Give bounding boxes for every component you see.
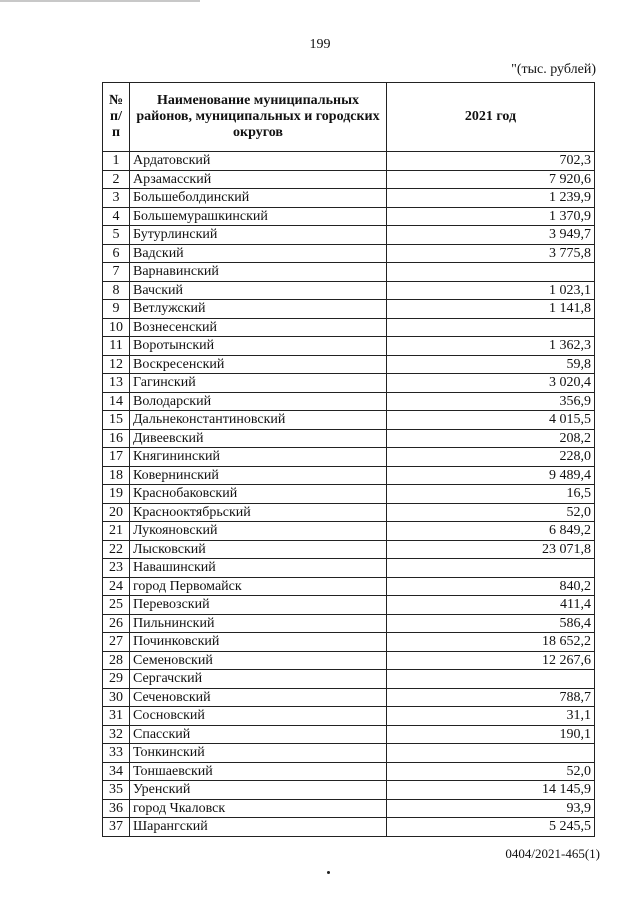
row-name-cell: Варнавинский bbox=[130, 263, 387, 282]
footer-dot bbox=[327, 871, 330, 874]
row-value-cell bbox=[387, 263, 595, 282]
header-name: Наименование муниципальных районов, муниципальных и городских округов bbox=[130, 83, 387, 152]
row-name-cell: город Чкаловск bbox=[130, 799, 387, 818]
table-row bbox=[103, 281, 595, 300]
row-number-cell: 25 bbox=[103, 596, 130, 615]
row-number-cell: 26 bbox=[103, 614, 130, 633]
row-value-cell: 6 849,2 bbox=[387, 522, 595, 541]
unit-note: "(тыс. рублей) bbox=[511, 62, 596, 77]
row-number-cell: 7 bbox=[103, 263, 130, 282]
row-number-cell: 20 bbox=[103, 503, 130, 522]
row-number-cell: 21 bbox=[103, 522, 130, 541]
row-number-cell: 23 bbox=[103, 559, 130, 578]
table-row bbox=[103, 540, 595, 559]
row-name-cell: Сеченовский bbox=[130, 688, 387, 707]
table-row bbox=[103, 725, 595, 744]
table-row bbox=[103, 466, 595, 485]
row-value-cell: 788,7 bbox=[387, 688, 595, 707]
table-body bbox=[103, 152, 595, 837]
row-name-cell: Перевозский bbox=[130, 596, 387, 615]
row-value-cell: 208,2 bbox=[387, 429, 595, 448]
table-row bbox=[103, 152, 595, 171]
table-row bbox=[103, 355, 595, 374]
row-name-cell: Дальнеконстантиновский bbox=[130, 411, 387, 430]
row-number-cell: 9 bbox=[103, 300, 130, 319]
table-row bbox=[103, 762, 595, 781]
header-row bbox=[103, 83, 595, 152]
row-number-cell: 15 bbox=[103, 411, 130, 430]
row-value-cell: 12 267,6 bbox=[387, 651, 595, 670]
row-name-cell: Навашинский bbox=[130, 559, 387, 578]
row-value-cell: 31,1 bbox=[387, 707, 595, 726]
table-row bbox=[103, 651, 595, 670]
table-row bbox=[103, 411, 595, 430]
table-row bbox=[103, 633, 595, 652]
row-name-cell: Лысковский bbox=[130, 540, 387, 559]
row-number-cell: 4 bbox=[103, 207, 130, 226]
table-row bbox=[103, 485, 595, 504]
row-name-cell: Ардатовский bbox=[130, 152, 387, 171]
row-value-cell: 1 239,9 bbox=[387, 189, 595, 208]
row-name-cell: Вачский bbox=[130, 281, 387, 300]
row-name-cell: Семеновский bbox=[130, 651, 387, 670]
table-row bbox=[103, 781, 595, 800]
row-number-cell: 1 bbox=[103, 152, 130, 171]
table-row bbox=[103, 448, 595, 467]
row-name-cell: Арзамасский bbox=[130, 170, 387, 189]
row-value-cell: 586,4 bbox=[387, 614, 595, 633]
row-number-cell: 35 bbox=[103, 781, 130, 800]
row-name-cell: Починковский bbox=[130, 633, 387, 652]
header-year: 2021 год bbox=[387, 83, 595, 152]
row-number-cell: 11 bbox=[103, 337, 130, 356]
table-row bbox=[103, 170, 595, 189]
row-value-cell bbox=[387, 670, 595, 689]
row-number-cell: 22 bbox=[103, 540, 130, 559]
row-name-cell: Тоншаевский bbox=[130, 762, 387, 781]
row-number-cell: 32 bbox=[103, 725, 130, 744]
row-number-cell: 31 bbox=[103, 707, 130, 726]
row-number-cell: 30 bbox=[103, 688, 130, 707]
row-number-cell: 6 bbox=[103, 244, 130, 263]
table-row bbox=[103, 189, 595, 208]
row-number-cell: 17 bbox=[103, 448, 130, 467]
table-row bbox=[103, 207, 595, 226]
row-value-cell: 18 652,2 bbox=[387, 633, 595, 652]
row-value-cell: 3 775,8 bbox=[387, 244, 595, 263]
table-row bbox=[103, 429, 595, 448]
row-number-cell: 8 bbox=[103, 281, 130, 300]
table-row bbox=[103, 244, 595, 263]
row-value-cell: 702,3 bbox=[387, 152, 595, 171]
row-value-cell bbox=[387, 318, 595, 337]
row-value-cell bbox=[387, 559, 595, 578]
row-name-cell: Спасский bbox=[130, 725, 387, 744]
row-number-cell: 2 bbox=[103, 170, 130, 189]
top-rule bbox=[0, 0, 200, 2]
table-row bbox=[103, 614, 595, 633]
row-value-cell bbox=[387, 744, 595, 763]
row-name-cell: Вадский bbox=[130, 244, 387, 263]
row-number-cell: 16 bbox=[103, 429, 130, 448]
row-name-cell: Сосновский bbox=[130, 707, 387, 726]
row-value-cell: 52,0 bbox=[387, 503, 595, 522]
row-number-cell: 29 bbox=[103, 670, 130, 689]
row-name-cell: Лукояновский bbox=[130, 522, 387, 541]
row-number-cell: 3 bbox=[103, 189, 130, 208]
table-row bbox=[103, 559, 595, 578]
row-value-cell: 14 145,9 bbox=[387, 781, 595, 800]
row-number-cell: 36 bbox=[103, 799, 130, 818]
row-value-cell: 190,1 bbox=[387, 725, 595, 744]
row-name-cell: Краснобаковский bbox=[130, 485, 387, 504]
table-row bbox=[103, 688, 595, 707]
row-value-cell: 4 015,5 bbox=[387, 411, 595, 430]
row-number-cell: 19 bbox=[103, 485, 130, 504]
row-value-cell: 1 370,9 bbox=[387, 207, 595, 226]
row-number-cell: 33 bbox=[103, 744, 130, 763]
row-number-cell: 34 bbox=[103, 762, 130, 781]
table-row bbox=[103, 318, 595, 337]
row-value-cell: 7 920,6 bbox=[387, 170, 595, 189]
row-value-cell: 3 020,4 bbox=[387, 374, 595, 393]
table-row bbox=[103, 226, 595, 245]
row-value-cell: 1 362,3 bbox=[387, 337, 595, 356]
table-row bbox=[103, 300, 595, 319]
table-row bbox=[103, 596, 595, 615]
row-name-cell: Краснооктябрьский bbox=[130, 503, 387, 522]
row-name-cell: Пильнинский bbox=[130, 614, 387, 633]
row-value-cell: 1 141,8 bbox=[387, 300, 595, 319]
table-row bbox=[103, 503, 595, 522]
row-name-cell: Большемурашкинский bbox=[130, 207, 387, 226]
row-number-cell: 24 bbox=[103, 577, 130, 596]
row-value-cell: 9 489,4 bbox=[387, 466, 595, 485]
table-row bbox=[103, 818, 595, 837]
row-name-cell: Володарский bbox=[130, 392, 387, 411]
row-value-cell: 59,8 bbox=[387, 355, 595, 374]
row-name-cell: Тонкинский bbox=[130, 744, 387, 763]
footer-doc-code: 0404/2021-465(1) bbox=[505, 846, 600, 861]
row-number-cell: 27 bbox=[103, 633, 130, 652]
row-value-cell: 52,0 bbox=[387, 762, 595, 781]
row-value-cell: 356,9 bbox=[387, 392, 595, 411]
row-name-cell: Дивеевский bbox=[130, 429, 387, 448]
row-number-cell: 12 bbox=[103, 355, 130, 374]
row-number-cell: 28 bbox=[103, 651, 130, 670]
row-name-cell: город Первомайск bbox=[130, 577, 387, 596]
row-number-cell: 13 bbox=[103, 374, 130, 393]
row-name-cell: Сергачский bbox=[130, 670, 387, 689]
row-value-cell: 840,2 bbox=[387, 577, 595, 596]
table-row bbox=[103, 670, 595, 689]
row-value-cell: 411,4 bbox=[387, 596, 595, 615]
row-number-cell: 10 bbox=[103, 318, 130, 337]
row-number-cell: 18 bbox=[103, 466, 130, 485]
row-name-cell: Бутурлинский bbox=[130, 226, 387, 245]
table-row bbox=[103, 337, 595, 356]
header-number: № п/п bbox=[103, 83, 130, 152]
row-value-cell: 5 245,5 bbox=[387, 818, 595, 837]
row-value-cell: 23 071,8 bbox=[387, 540, 595, 559]
table-row bbox=[103, 263, 595, 282]
table-row bbox=[103, 799, 595, 818]
table-row bbox=[103, 522, 595, 541]
row-number-cell: 37 bbox=[103, 818, 130, 837]
row-name-cell: Ветлужский bbox=[130, 300, 387, 319]
row-name-cell: Гагинский bbox=[130, 374, 387, 393]
table-row bbox=[103, 392, 595, 411]
page-number: 199 bbox=[309, 37, 331, 52]
table-row bbox=[103, 577, 595, 596]
row-value-cell: 16,5 bbox=[387, 485, 595, 504]
row-name-cell: Княгининский bbox=[130, 448, 387, 467]
row-value-cell: 1 023,1 bbox=[387, 281, 595, 300]
data-table bbox=[102, 82, 595, 837]
table-row bbox=[103, 374, 595, 393]
row-name-cell: Уренский bbox=[130, 781, 387, 800]
table-row bbox=[103, 707, 595, 726]
row-number-cell: 14 bbox=[103, 392, 130, 411]
row-number-cell: 5 bbox=[103, 226, 130, 245]
row-name-cell: Большеболдинский bbox=[130, 189, 387, 208]
row-name-cell: Вознесенский bbox=[130, 318, 387, 337]
row-value-cell: 3 949,7 bbox=[387, 226, 595, 245]
row-value-cell: 93,9 bbox=[387, 799, 595, 818]
table-row bbox=[103, 744, 595, 763]
row-name-cell: Ковернинский bbox=[130, 466, 387, 485]
row-name-cell: Воротынский bbox=[130, 337, 387, 356]
row-name-cell: Воскресенский bbox=[130, 355, 387, 374]
row-value-cell: 228,0 bbox=[387, 448, 595, 467]
row-name-cell: Шарангский bbox=[130, 818, 387, 837]
